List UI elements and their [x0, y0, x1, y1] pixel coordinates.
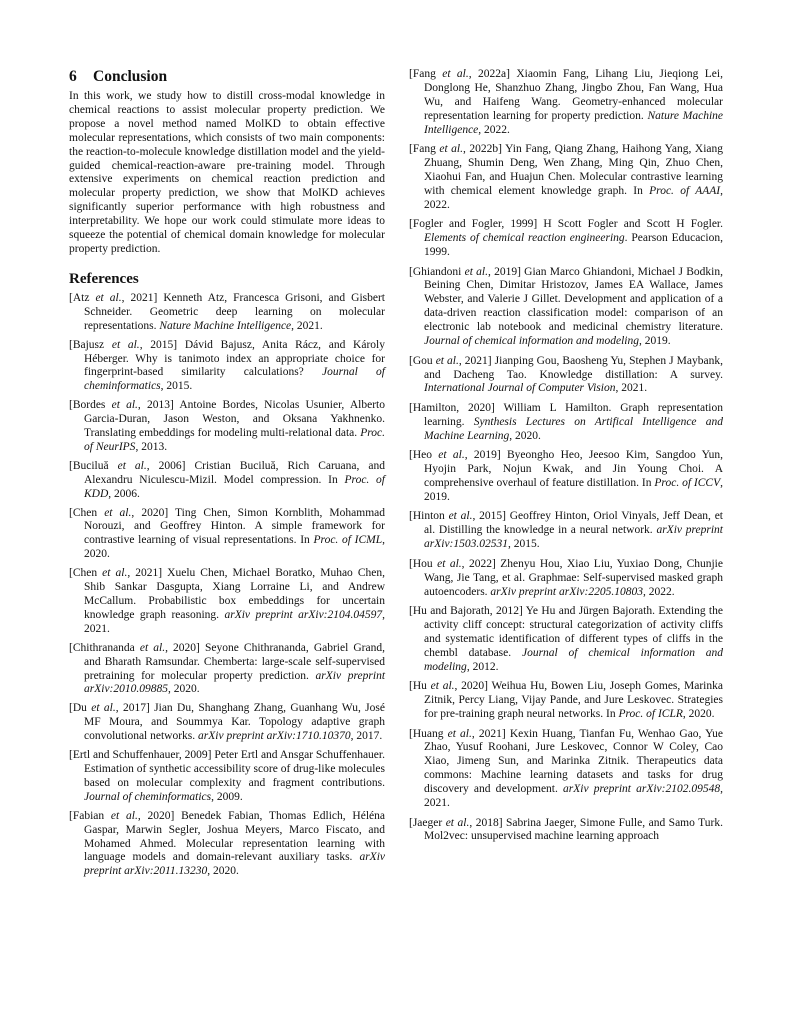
- reference-entry: [409, 143, 723, 213]
- reference-venue: Journal of chemical information and modeling: [424, 335, 639, 348]
- reference-tag: [Ghiandoni: [409, 265, 465, 278]
- reference-venue: Journal of cheminformatics: [84, 366, 385, 393]
- reference-tag-year: , 2021]: [121, 291, 158, 304]
- reference-entry: [69, 810, 385, 880]
- reference-entry: [409, 218, 723, 260]
- reference-entry: [69, 749, 385, 805]
- reference-tail: , 2022.: [478, 123, 510, 136]
- reference-etal: et al.: [111, 399, 138, 412]
- reference-entry: [409, 402, 723, 444]
- reference-etal: et al.: [435, 354, 459, 367]
- reference-etal: et al.: [437, 557, 462, 570]
- reference-entry: [409, 510, 723, 552]
- reference-entry: [409, 680, 723, 722]
- reference-authors: Ye Hu and Jürgen Bajorath. Extending the activity cliff concept: structural categorization of activity cliffs and systematic identification of different types of cliffs in the chembl database.: [424, 605, 723, 659]
- reference-tag: [Buciluă: [69, 459, 118, 472]
- reference-tag: [Chithrananda: [69, 641, 140, 654]
- reference-venue: Proc. of ICCV: [654, 477, 721, 490]
- reference-tag-year: , 2013]: [137, 399, 174, 412]
- reference-tag: [Heo: [409, 449, 439, 462]
- reference-entry: [409, 68, 723, 138]
- reference-tail: , 2012.: [466, 660, 499, 673]
- reference-tail: , 2020.: [509, 429, 541, 442]
- reference-authors: Xuelu Chen, Michael Boratko, Muhao Chen, Shib Sankar Dasgupta, Xiang Lorraine Li, and Andrew McCallum. Probabilistic box embeddings for uncertain knowledge graph reasoning.: [84, 567, 385, 621]
- reference-venue: Proc. of ICLR: [618, 708, 683, 720]
- reference-entry: [69, 460, 385, 502]
- reference-etal: et al.: [104, 506, 132, 519]
- reference-tag: [Gou: [409, 354, 436, 367]
- reference-authors: Dávid Bajusz, Anita Rácz, and Károly Héberger. Why is tanimoto index an appropriate choice for fingerprint-based similarity calculations?: [84, 338, 385, 379]
- reference-venue: International Journal of Computer Vision: [424, 382, 616, 395]
- reference-etal: et al.: [447, 727, 472, 740]
- reference-tag: [Hinton: [409, 510, 449, 523]
- reference-entry: [409, 558, 723, 600]
- reference-tag: [Bordes: [69, 399, 112, 412]
- reference-tail: , 2020.: [84, 534, 386, 561]
- reference-tag-year: , 2020]: [137, 809, 175, 822]
- reference-etal: et al.: [464, 265, 488, 278]
- reference-venue: arXiv preprint arXiv:2104.04597: [224, 608, 383, 621]
- reference-authors: Benedek Fabian, Thomas Edlich, Héléna Gaspar, Marwin Segler, Joshua Meyers, Marco Fiscato, and Mohamed Ahmed. Molecular representation learning with language models and domain-relevant auxiliary tasks.: [84, 809, 385, 864]
- reference-authors: Byeongho Heo, Jeesoo Kim, Sangdoo Yun, Hyojin Park, Nojun Kwak, and Jin Young Choi. A comprehensive overhaul of feature distillation. In: [424, 449, 723, 490]
- reference-entry: [69, 642, 385, 698]
- reference-venue: Nature Machine Intelligence: [159, 319, 292, 332]
- reference-venue: Nature Machine Intelligence: [424, 109, 723, 136]
- reference-venue: arXiv preprint arXiv:1710.10370: [198, 730, 351, 743]
- reference-tag-year: , 2020]: [454, 680, 488, 693]
- reference-etal: et al.: [117, 459, 147, 472]
- reference-authors: Antoine Bordes, Nicolas Usunier, Alberto Garcia-Duran, Jason Weston, and Oksana Yakhnenko. Translating embeddings for modeling multi-relational data.: [84, 399, 385, 440]
- reference-authors: Zhenyu Hou, Xiao Liu, Yuxiao Dong, Chunjie Wang, Jie Tang, et al. Graphmae: Self-supervised masked graph autoencoders.: [424, 557, 723, 598]
- reference-etal: et al.: [445, 816, 470, 829]
- references-list-right: [409, 68, 723, 844]
- reference-tag: [Atz: [69, 291, 96, 304]
- reference-entry: [409, 449, 723, 505]
- reference-entry: [69, 702, 385, 744]
- reference-authors: Ting Chen, Simon Kornblith, Mohammad Norouzi, and Geoffrey Hinton. A simple framework for contrastive learning of visual representations. In: [84, 506, 386, 547]
- reference-tag-year: , 2022]: [461, 557, 496, 570]
- reference-venue: Proc. of NeurIPS: [84, 427, 386, 453]
- reference-etal: et al.: [439, 143, 464, 156]
- reference-tail: , 2013.: [135, 440, 168, 453]
- left-column: [69, 68, 385, 884]
- reference-etal: et al.: [91, 702, 116, 715]
- reference-authors: Xiaomin Fang, Lihang Liu, Jieqiong Lei, Donglong He, Shanzhuo Zhang, Jingbo Zhou, Fan Wang, Hua Wu, and Haifeng Wang. Geometry-enhanced molecular representation learning for property prediction.: [424, 68, 723, 122]
- reference-venue: arXiv preprint arXiv:2102.09548: [563, 783, 721, 796]
- reference-tail: , 2022.: [424, 184, 723, 211]
- reference-venue: Journal of cheminformatics: [84, 790, 212, 803]
- reference-tag: [Hamilton, 2020]: [409, 401, 495, 414]
- reference-tag: [Fabian: [69, 809, 111, 822]
- reference-etal: et al.: [139, 641, 166, 654]
- reference-tag: [Chen: [69, 506, 105, 519]
- reference-tail: , 2022.: [643, 585, 675, 598]
- reference-etal: et al.: [95, 291, 122, 304]
- reference-tag: [Fang: [409, 143, 440, 156]
- reference-entry: [409, 817, 723, 845]
- reference-entry: [69, 339, 385, 395]
- reference-tail: , 2019.: [638, 335, 671, 348]
- reference-tag-year: , 2015]: [139, 338, 178, 351]
- reference-etal: et al.: [430, 680, 455, 693]
- reference-authors: Gian Marco Ghiandoni, Michael J Bodkin, Beining Chen, Dimitar Hristozov, James EA Wallace, James Webster, and Valerie J Gillet. Development and application of a data-driven reaction classification model: comparison of an electronic lab notebook and medicinal chemistry literature.: [424, 265, 723, 334]
- reference-tail: . Pearson Educacion, 1999.: [424, 232, 723, 259]
- reference-entry: [409, 728, 723, 811]
- reference-tag-year: , 2006]: [146, 459, 186, 472]
- reference-tail: , 2019.: [424, 477, 724, 503]
- section-title: Conclusion: [93, 68, 168, 85]
- reference-tag-year: , 2021]: [471, 727, 506, 740]
- reference-tag-year: , 2019]: [464, 449, 501, 462]
- reference-tag: [Hu: [409, 680, 431, 693]
- reference-authors: H Scott Fogler and Scott H Fogler.: [543, 218, 723, 231]
- conclusion-heading: [69, 68, 385, 86]
- reference-tag: [Jaeger: [409, 816, 446, 829]
- reference-authors: Kenneth Atz, Francesca Grisoni, and Gisbert Schneider. Geometric deep learning on molecular representations.: [84, 291, 385, 332]
- reference-tail: , 2015.: [508, 538, 540, 551]
- right-column: [409, 68, 723, 850]
- reference-tail: , 2006.: [108, 487, 140, 500]
- reference-tag-year: , 2018]: [469, 816, 503, 829]
- reference-tail: , 2021.: [291, 319, 323, 332]
- reference-tag: [Fang: [409, 68, 443, 80]
- reference-tag-year: , 2015]: [472, 510, 506, 523]
- reference-authors: Yin Fang, Qiang Zhang, Haihong Yang, Xiang Zhuang, Shumin Deng, Wen Zhang, Ming Qin, Zhuo Chen, Xiaohui Fan, and Huajun Chen. Molecular contrastive learning with chemical element knowledge graph. In: [424, 143, 724, 197]
- reference-venue: Proc. of KDD: [84, 473, 385, 500]
- reference-tag: [Hou: [409, 557, 438, 570]
- reference-entry: [69, 507, 385, 563]
- reference-entry: [69, 567, 385, 637]
- reference-tail: , 2015.: [160, 380, 193, 393]
- reference-etal: et al.: [438, 449, 465, 462]
- reference-tail: , 2021.: [615, 382, 648, 395]
- reference-tag: [Ertl and Schuffenhauer, 2009]: [69, 749, 212, 762]
- reference-entry: [69, 292, 385, 334]
- reference-tag: [Chen: [69, 567, 103, 580]
- reference-tail: , 2021.: [84, 608, 386, 635]
- references-heading: References: [69, 270, 139, 287]
- reference-venue: arXiv preprint arXiv:2205.10803: [490, 585, 643, 598]
- reference-entry: [69, 399, 385, 455]
- reference-tag-year: , 2022b]: [463, 143, 502, 156]
- reference-tag-year: , 2017]: [115, 702, 150, 715]
- reference-entry: [409, 355, 723, 397]
- reference-tag: [Du: [69, 702, 92, 715]
- reference-authors: Seyone Chithrananda, Gabriel Grand, and Bharath Ramsundar. Chemberta: large-scale self-supervised pretraining for molecular property prediction.: [84, 641, 385, 682]
- reference-venue: arXiv preprint arXiv:1503.02531: [424, 524, 723, 551]
- reference-authors: Kexin Huang, Tianfan Fu, Wenhao Gao, Yue Zhao, Yusuf Roohani, Jure Leskovec, Connor W Coley, Cao Xiao, Jimeng Sun, and Marinka Zitnik. Therapeutics data commons: Machine learning datasets and tasks for drug discovery and development.: [424, 727, 723, 796]
- reference-tag-year: , 2022a]: [468, 68, 510, 80]
- reference-entry: [409, 266, 723, 349]
- reference-tag: [Hu and Bajorath, 2012]: [409, 605, 523, 618]
- reference-etal: et al.: [111, 338, 140, 351]
- reference-venue: arXiv preprint arXiv:2010.09885: [84, 669, 386, 696]
- reference-tag-year: , 2021]: [127, 567, 163, 580]
- reference-authors: Jianping Gou, Baosheng Yu, Stephen J Maybank, and Dacheng Tao. Knowledge distillation: A survey.: [424, 354, 723, 381]
- reference-tail: , 2020.: [207, 865, 239, 878]
- reference-tail: , 2020.: [168, 683, 200, 696]
- reference-tail: , 2017.: [350, 730, 383, 743]
- reference-authors: William L Hamilton. Graph representation learning.: [424, 401, 723, 428]
- reference-authors: Geoffrey Hinton, Oriol Vinyals, Jeff Dean, et al. Distilling the knowledge in a neural network.: [424, 510, 724, 537]
- reference-tail: , 2021.: [424, 783, 723, 810]
- section-number: 6: [69, 68, 77, 85]
- reference-venue: arXiv preprint arXiv:2011.13230: [84, 851, 385, 878]
- reference-tag-year: , 2020]: [131, 506, 169, 519]
- reference-tag-year: , 2020]: [165, 641, 200, 654]
- reference-venue: Elements of chemical reaction engineering: [424, 232, 625, 245]
- reference-etal: et al.: [448, 510, 473, 523]
- reference-tag: [Fogler and Fogler, 1999]: [409, 218, 538, 231]
- reference-venue: Journal of chemical information and modeling: [424, 646, 724, 673]
- reference-authors: Sabrina Jaeger, Simone Fulle, and Samo Turk. Mol2vec: unsupervised machine learning approach: [424, 816, 723, 843]
- reference-tag-year: , 2021]: [458, 354, 492, 367]
- reference-entry: [409, 605, 723, 675]
- conclusion-paragraph: In this work, we study how to distill cross-modal knowledge in chemical reactions to assist molecular property prediction. We propose a novel method named MolKD to obtain effective molecular representations, which consists of two main components: the reaction-to-molecule knowledge distillation model and the yield-guided chemical-reaction-aware pre-training model. Through extensive experiments on chemical reaction prediction and molecular property prediction, we show that MolKD achieves significantly superior performance with high robustness and interpretability. We hope our work could stimulate more ideas to squeeze the potential of chemical domain knowledge for molecular property prediction.: [69, 90, 385, 255]
- reference-authors: Cristian Buciluă, Rich Caruana, and Alexandru Niculescu-Mizil. Model compression. In: [84, 459, 385, 486]
- reference-authors: Peter Ertl and Ansgar Schuffenhauer. Estimation of synthetic accessibility score of drug-like molecules based on molecular complexity and fragment contributions.: [84, 749, 385, 789]
- reference-tag: [Bajusz: [69, 338, 112, 351]
- reference-etal: et al.: [102, 567, 128, 580]
- reference-authors: Weihua Hu, Bowen Liu, Joseph Gomes, Marinka Zitnik, Percy Liang, Vijay Pande, and Jure Leskovec. Strategies for pre-training graph neural networks. In: [424, 680, 723, 720]
- reference-tail: , 2009.: [211, 790, 243, 803]
- reference-tag: [Huang: [409, 727, 448, 740]
- reference-authors: Jian Du, Shanghang Zhang, Guanhang Wu, José MF Moura, and Soummya Kar. Topology adaptive graph convolutional networks.: [84, 702, 385, 743]
- references-list-left: [69, 292, 385, 879]
- reference-venue: Proc. of AAAI: [649, 184, 721, 197]
- reference-venue: Synthesis Lectures on Artifical Intelligence and Machine Learning: [424, 415, 723, 442]
- reference-tag-year: , 2019]: [487, 265, 521, 278]
- reference-etal: et al.: [442, 68, 469, 80]
- reference-tail: , 2020.: [682, 708, 715, 720]
- reference-etal: et al.: [110, 809, 138, 822]
- reference-venue: Proc. of ICML: [313, 534, 383, 547]
